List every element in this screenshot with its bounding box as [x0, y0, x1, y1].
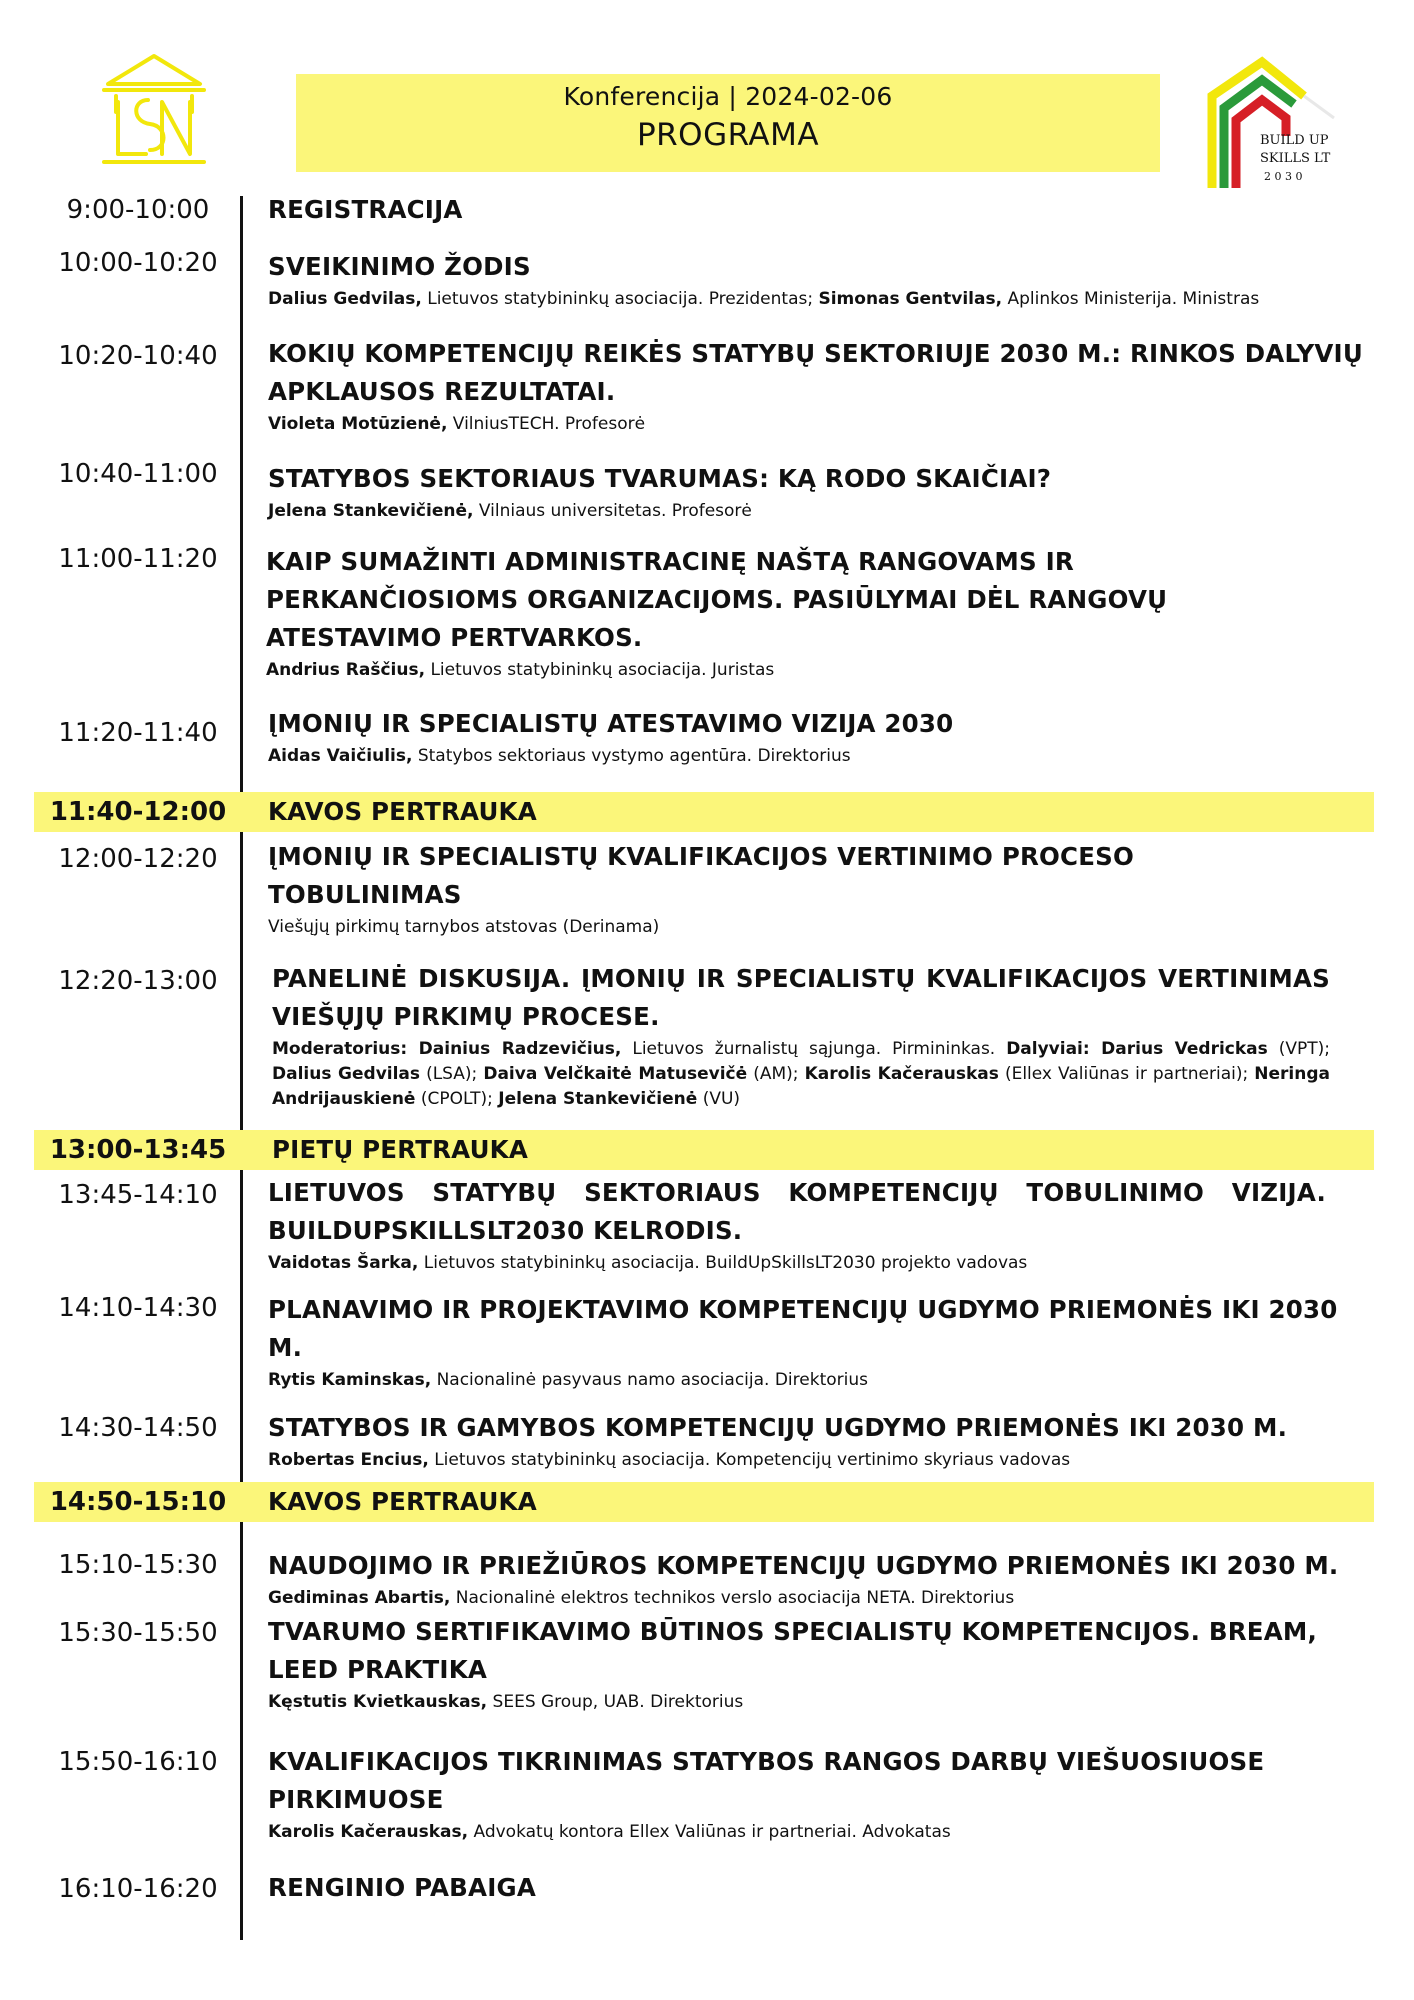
- agenda-speakers: Jelena Stankevičienė, Vilniaus universitetas. Profesorė: [268, 501, 752, 521]
- speaker-name: Simonas Gentvilas,: [818, 289, 1003, 309]
- speaker-name: Rytis Kaminskas,: [268, 1370, 432, 1390]
- agenda-title: KAVOS PERTRAUKA: [268, 1487, 537, 1516]
- speaker-name: Dalius Gedvilas,: [268, 289, 422, 309]
- speaker-name: Daiva Velčkaitė Matusevičė: [483, 1064, 748, 1084]
- speaker-name: Aidas Vaičiulis,: [268, 746, 413, 766]
- agenda-title: KAIP SUMAŽINTI ADMINISTRACINĘ NAŠTĄ RANGOVAMS IR PERKANČIOSIOMS ORGANIZACIJOMS. PASIŪLYMAI DĖL RANGOVŲ ATESTAVIMO PERTVARKOS.: [266, 547, 1168, 652]
- time-slot-break: 14:50-15:10: [49, 1487, 227, 1517]
- speaker-name: Robertas Encius,: [268, 1450, 429, 1470]
- agenda-break: [268, 793, 1374, 831]
- speaker-name: Gediminas Abartis,: [268, 1588, 451, 1608]
- speaker-name: Dalius Gedvilas: [272, 1064, 421, 1084]
- time-slot: 10:00-10:20: [58, 248, 218, 278]
- time-slot-break: 13:00-13:45: [49, 1135, 227, 1165]
- agenda-item: [268, 1613, 1374, 1715]
- agenda-break: [268, 1483, 1374, 1521]
- agenda-speakers: Dalius Gedvilas, Lietuvos statybininkų asociacija. Prezidentas; Simonas Gentvilas, Aplinkos Ministerija. Ministras: [268, 289, 1260, 309]
- agenda-speakers: Aidas Vaičiulis, Statybos sektoriaus vystymo agentūra. Direktorius: [268, 746, 851, 766]
- agenda-title: NAUDOJIMO IR PRIEŽIŪROS KOMPETENCIJŲ UGDYMO PRIEMONĖS IKI 2030 M.: [268, 1551, 1339, 1580]
- agenda-speakers: Violeta Motūzienė, VilniusTECH. Profesorė: [268, 414, 646, 434]
- time-slot: 16:10-16:20: [58, 1874, 218, 1904]
- agenda-title: STATYBOS IR GAMYBOS KOMPETENCIJŲ UGDYMO PRIEMONĖS IKI 2030 M.: [268, 1413, 1288, 1442]
- agenda-title: PIETŲ PERTRAUKA: [272, 1135, 529, 1164]
- time-slot: 14:30-14:50: [58, 1413, 218, 1443]
- agenda-item: [268, 248, 1374, 312]
- agenda-item: [268, 460, 1374, 524]
- conference-date: Konferencija | 2024-02-06: [563, 82, 893, 111]
- speaker-name: Jelena Stankevičienė: [498, 1089, 698, 1109]
- agenda-speakers: Andrius Raščius, Lietuvos statybininkų asociacija. Juristas: [266, 660, 775, 680]
- agenda-item: [268, 1547, 1374, 1611]
- agenda-item: [266, 543, 1226, 683]
- time-slot: 14:10-14:30: [58, 1293, 218, 1323]
- build-up-skills-logo-icon: [1206, 56, 1348, 192]
- agenda-title: KVALIFIKACIJOS TIKRINIMAS STATYBOS RANGOS DARBŲ VIEŠUOSIUOSE PIRKIMUOSE: [268, 1747, 1265, 1814]
- time-slot: 10:40-11:00: [58, 459, 218, 489]
- speaker-name: Neringa Andrijauskienė: [272, 1064, 1330, 1109]
- header-banner: [296, 74, 1160, 172]
- agenda-item: [268, 1291, 1348, 1393]
- agenda-title: PANELINĖ DISKUSIJA. ĮMONIŲ IR SPECIALISTŲ KVALIFIKACIJOS VERTINIMAS VIEŠŲJŲ PIRKIMŲ PROCESE.: [272, 964, 1330, 1031]
- logo-text-line1: BUILD UP: [1260, 133, 1329, 148]
- speaker-name: Vaidotas Šarka,: [268, 1253, 419, 1273]
- logo-text-line2: SKILLS LT: [1260, 151, 1331, 166]
- speaker-name: Violeta Motūzienė,: [268, 414, 448, 434]
- speaker-name: Jelena Stankevičienė,: [268, 501, 474, 521]
- agenda-speakers: Robertas Encius, Lietuvos statybininkų asociacija. Kompetencijų vertinimo skyriaus vadovas: [268, 1450, 1071, 1470]
- agenda-title: ĮMONIŲ IR SPECIALISTŲ ATESTAVIMO VIZIJA 2030: [268, 709, 954, 738]
- agenda-title: STATYBOS SEKTORIAUS TVARUMAS: KĄ RODO SKAIČIAI?: [268, 464, 1052, 493]
- programme-title: PROGRAMA: [636, 117, 820, 153]
- agenda-speakers: Viešųjų pirkimų tarnybos atstovas (Derinama): [268, 917, 660, 937]
- agenda-speakers: Moderatorius: Dainius Radzevičius, Lietuvos žurnalistų sąjunga. Pirmininkas. Dalyviai: Darius Vedrickas (VPT); Dalius Gedvilas (LSA); Daiva Velčkaitė Matusevičė (AM); Karolis Kačerauskas (Ellex Valiūnas ir partneriai); Neringa Andrijauskienė (CPOLT); Jelena Stankevičienė (VU): [272, 1039, 1331, 1109]
- time-slot: 12:00-12:20: [58, 844, 218, 874]
- agenda-title: REGISTRACIJA: [268, 195, 463, 224]
- agenda-item: [272, 960, 1330, 1112]
- agenda-item: [268, 838, 1228, 940]
- agenda-speakers: Karolis Kačerauskas, Advokatų kontora Ellex Valiūnas ir partneriai. Advokatas: [268, 1822, 951, 1842]
- time-slot: 10:20-10:40: [58, 341, 218, 371]
- time-slot: 13:45-14:10: [58, 1180, 218, 1210]
- agenda-item: [268, 1869, 1374, 1907]
- agenda-title: TVARUMO SERTIFIKAVIMO BŪTINOS SPECIALISTŲ KOMPETENCIJOS. BREAM, LEED PRAKTIKA: [268, 1617, 1317, 1684]
- lsa-logo-icon: [98, 50, 210, 168]
- time-slot: 15:50-16:10: [58, 1747, 218, 1777]
- agenda-speakers: Gediminas Abartis, Nacionalinė elektros technikos verslo asociacija NETA. Direktorius: [268, 1588, 1015, 1608]
- speaker-name: Kęstutis Kvietkauskas,: [268, 1692, 488, 1712]
- agenda-item: [268, 191, 1374, 229]
- agenda-title: SVEIKINIMO ŽODIS: [268, 252, 531, 281]
- agenda-title: ĮMONIŲ IR SPECIALISTŲ KVALIFIKACIJOS VERTINIMO PROCESO TOBULINIMAS: [268, 842, 1135, 909]
- agenda-break: [272, 1131, 1378, 1169]
- logo-text-line3: 2 0 3 0: [1264, 170, 1303, 183]
- agenda-speakers: Vaidotas Šarka, Lietuvos statybininkų asociacija. BuildUpSkillsLT2030 projekto vadovas: [268, 1253, 1028, 1273]
- time-slot: 12:20-13:00: [58, 966, 218, 996]
- speaker-name: Karolis Kačerauskas,: [268, 1822, 469, 1842]
- agenda-item: [268, 1409, 1374, 1473]
- agenda-speakers: Kęstutis Kvietkauskas, SEES Group, UAB. Direktorius: [268, 1692, 744, 1712]
- agenda-title: PLANAVIMO IR PROJEKTAVIMO KOMPETENCIJŲ UGDYMO PRIEMONĖS IKI 2030 M.: [268, 1295, 1338, 1362]
- speaker-name: Moderatorius: Dainius Radzevičius,: [272, 1039, 622, 1059]
- agenda-item: [268, 1174, 1326, 1276]
- speaker-name: Dalyviai: Darius Vedrickas: [1006, 1039, 1268, 1059]
- agenda-item: [268, 1743, 1328, 1845]
- timeline-divider: [240, 196, 243, 1940]
- agenda-title: RENGINIO PABAIGA: [268, 1873, 536, 1902]
- speaker-name: Andrius Raščius,: [266, 660, 426, 680]
- time-slot: 15:10-15:30: [58, 1550, 218, 1580]
- time-slot-break: 11:40-12:00: [49, 797, 227, 827]
- agenda-title: LIETUVOS STATYBŲ SEKTORIAUS KOMPETENCIJŲ TOBULINIMO VIZIJA. BUILDUPSKILLSLT2030 KELRODIS.: [268, 1178, 1326, 1245]
- agenda-title: KOKIŲ KOMPETENCIJŲ REIKĖS STATYBŲ SEKTORIUJE 2030 M.: RINKOS DALYVIŲ APKLAUSOS REZULTATAI.: [268, 339, 1363, 406]
- time-slot: 15:30-15:50: [58, 1618, 218, 1648]
- speaker-name: Karolis Kačerauskas: [804, 1064, 999, 1084]
- agenda-speakers: Rytis Kaminskas, Nacionalinė pasyvaus namo asociacija. Direktorius: [268, 1370, 868, 1390]
- time-slot: 9:00-10:00: [66, 195, 210, 225]
- time-slot: 11:20-11:40: [58, 718, 218, 748]
- agenda-item: [268, 705, 1374, 769]
- agenda-title: KAVOS PERTRAUKA: [268, 797, 537, 826]
- time-slot: 11:00-11:20: [58, 544, 218, 574]
- agenda-item: [268, 335, 1374, 437]
